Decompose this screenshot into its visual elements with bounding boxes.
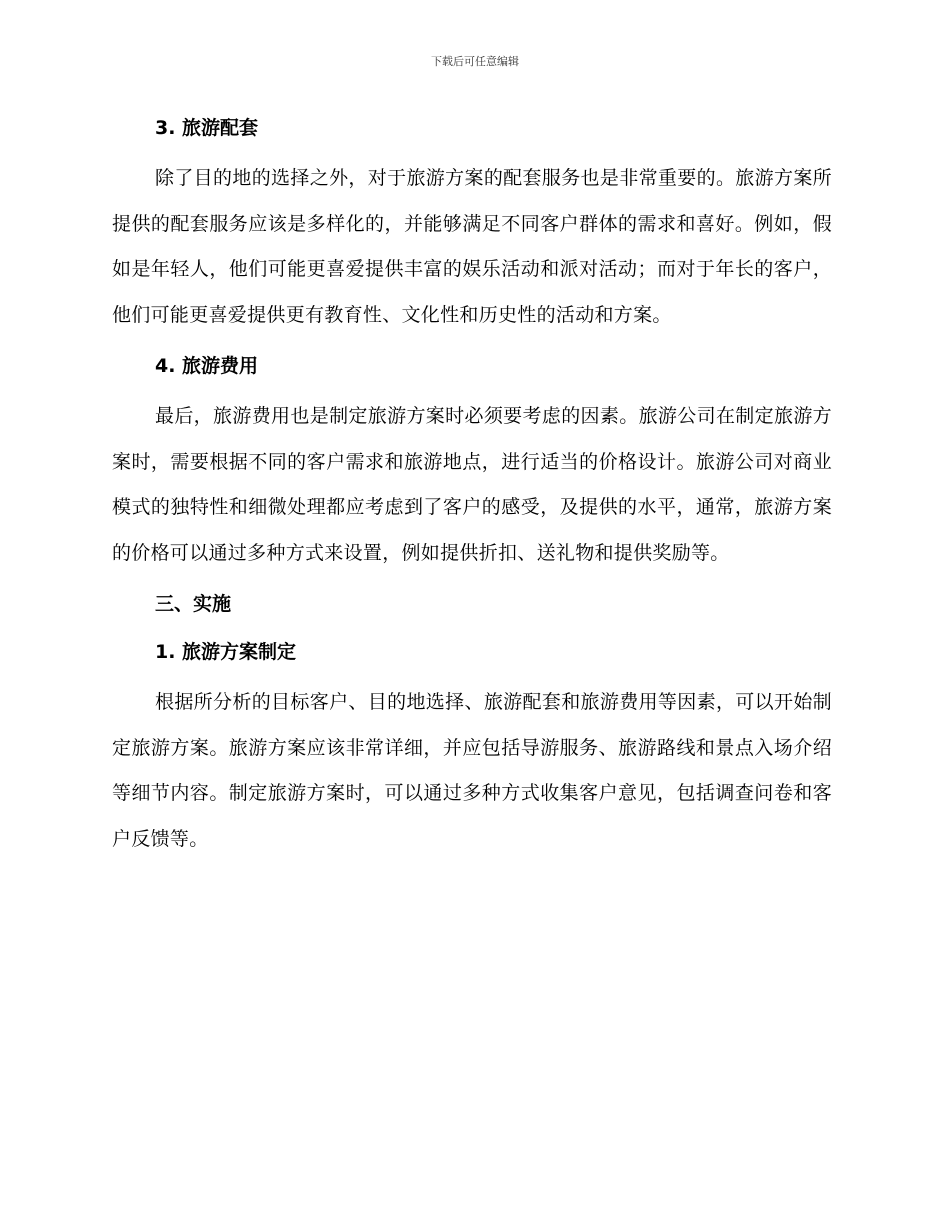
document-body [112, 108, 832, 862]
section-heading-travel-package: 3. 旅游配套 [155, 117, 259, 139]
paragraph-travel-cost: 最后，旅游费用也是制定旅游方案时必须要考虑的因素。旅游公司在制定旅游方案时，需要根据不同的客户需求和旅游地点，进行适当的价格设计。旅游公司对商业模式的独特性和细微处理都应考虑到了客户的感受，及提供的水平，通常，旅游方案的价格可以通过多种方式来设置，例如提供折扣、送礼物和提供奖励等。 [112, 405, 832, 564]
paragraph-travel-package: 除了目的地的选择之外，对于旅游方案的配套服务也是非常重要的。旅游方案所提供的配套服务应该是多样化的，并能够满足不同客户群体的需求和喜好。例如，假如是年轻人，他们可能更喜爱提供丰富的娱乐活动和派对活动；而对于年长的客户，他们可能更喜爱提供更有教育性、文化性和历史性的活动和方案。 [112, 167, 832, 326]
paragraph-plan-making: 根据所分析的目标客户、目的地选择、旅游配套和旅游费用等因素，可以开始制定旅游方案。旅游方案应该非常详细，并应包括导游服务、旅游路线和景点入场介绍等细节内容。制定旅游方案时，可以通过多种方式收集客户意见，包括调查问卷和客户反馈等。 [112, 691, 832, 850]
section-heading-travel-cost: 4. 旅游费用 [155, 355, 259, 377]
section-heading-implementation: 三、实施 [155, 593, 232, 615]
page-header-note: 下载后可任意编辑 [431, 55, 519, 68]
section-heading-plan-making: 1. 旅游方案制定 [155, 641, 297, 663]
